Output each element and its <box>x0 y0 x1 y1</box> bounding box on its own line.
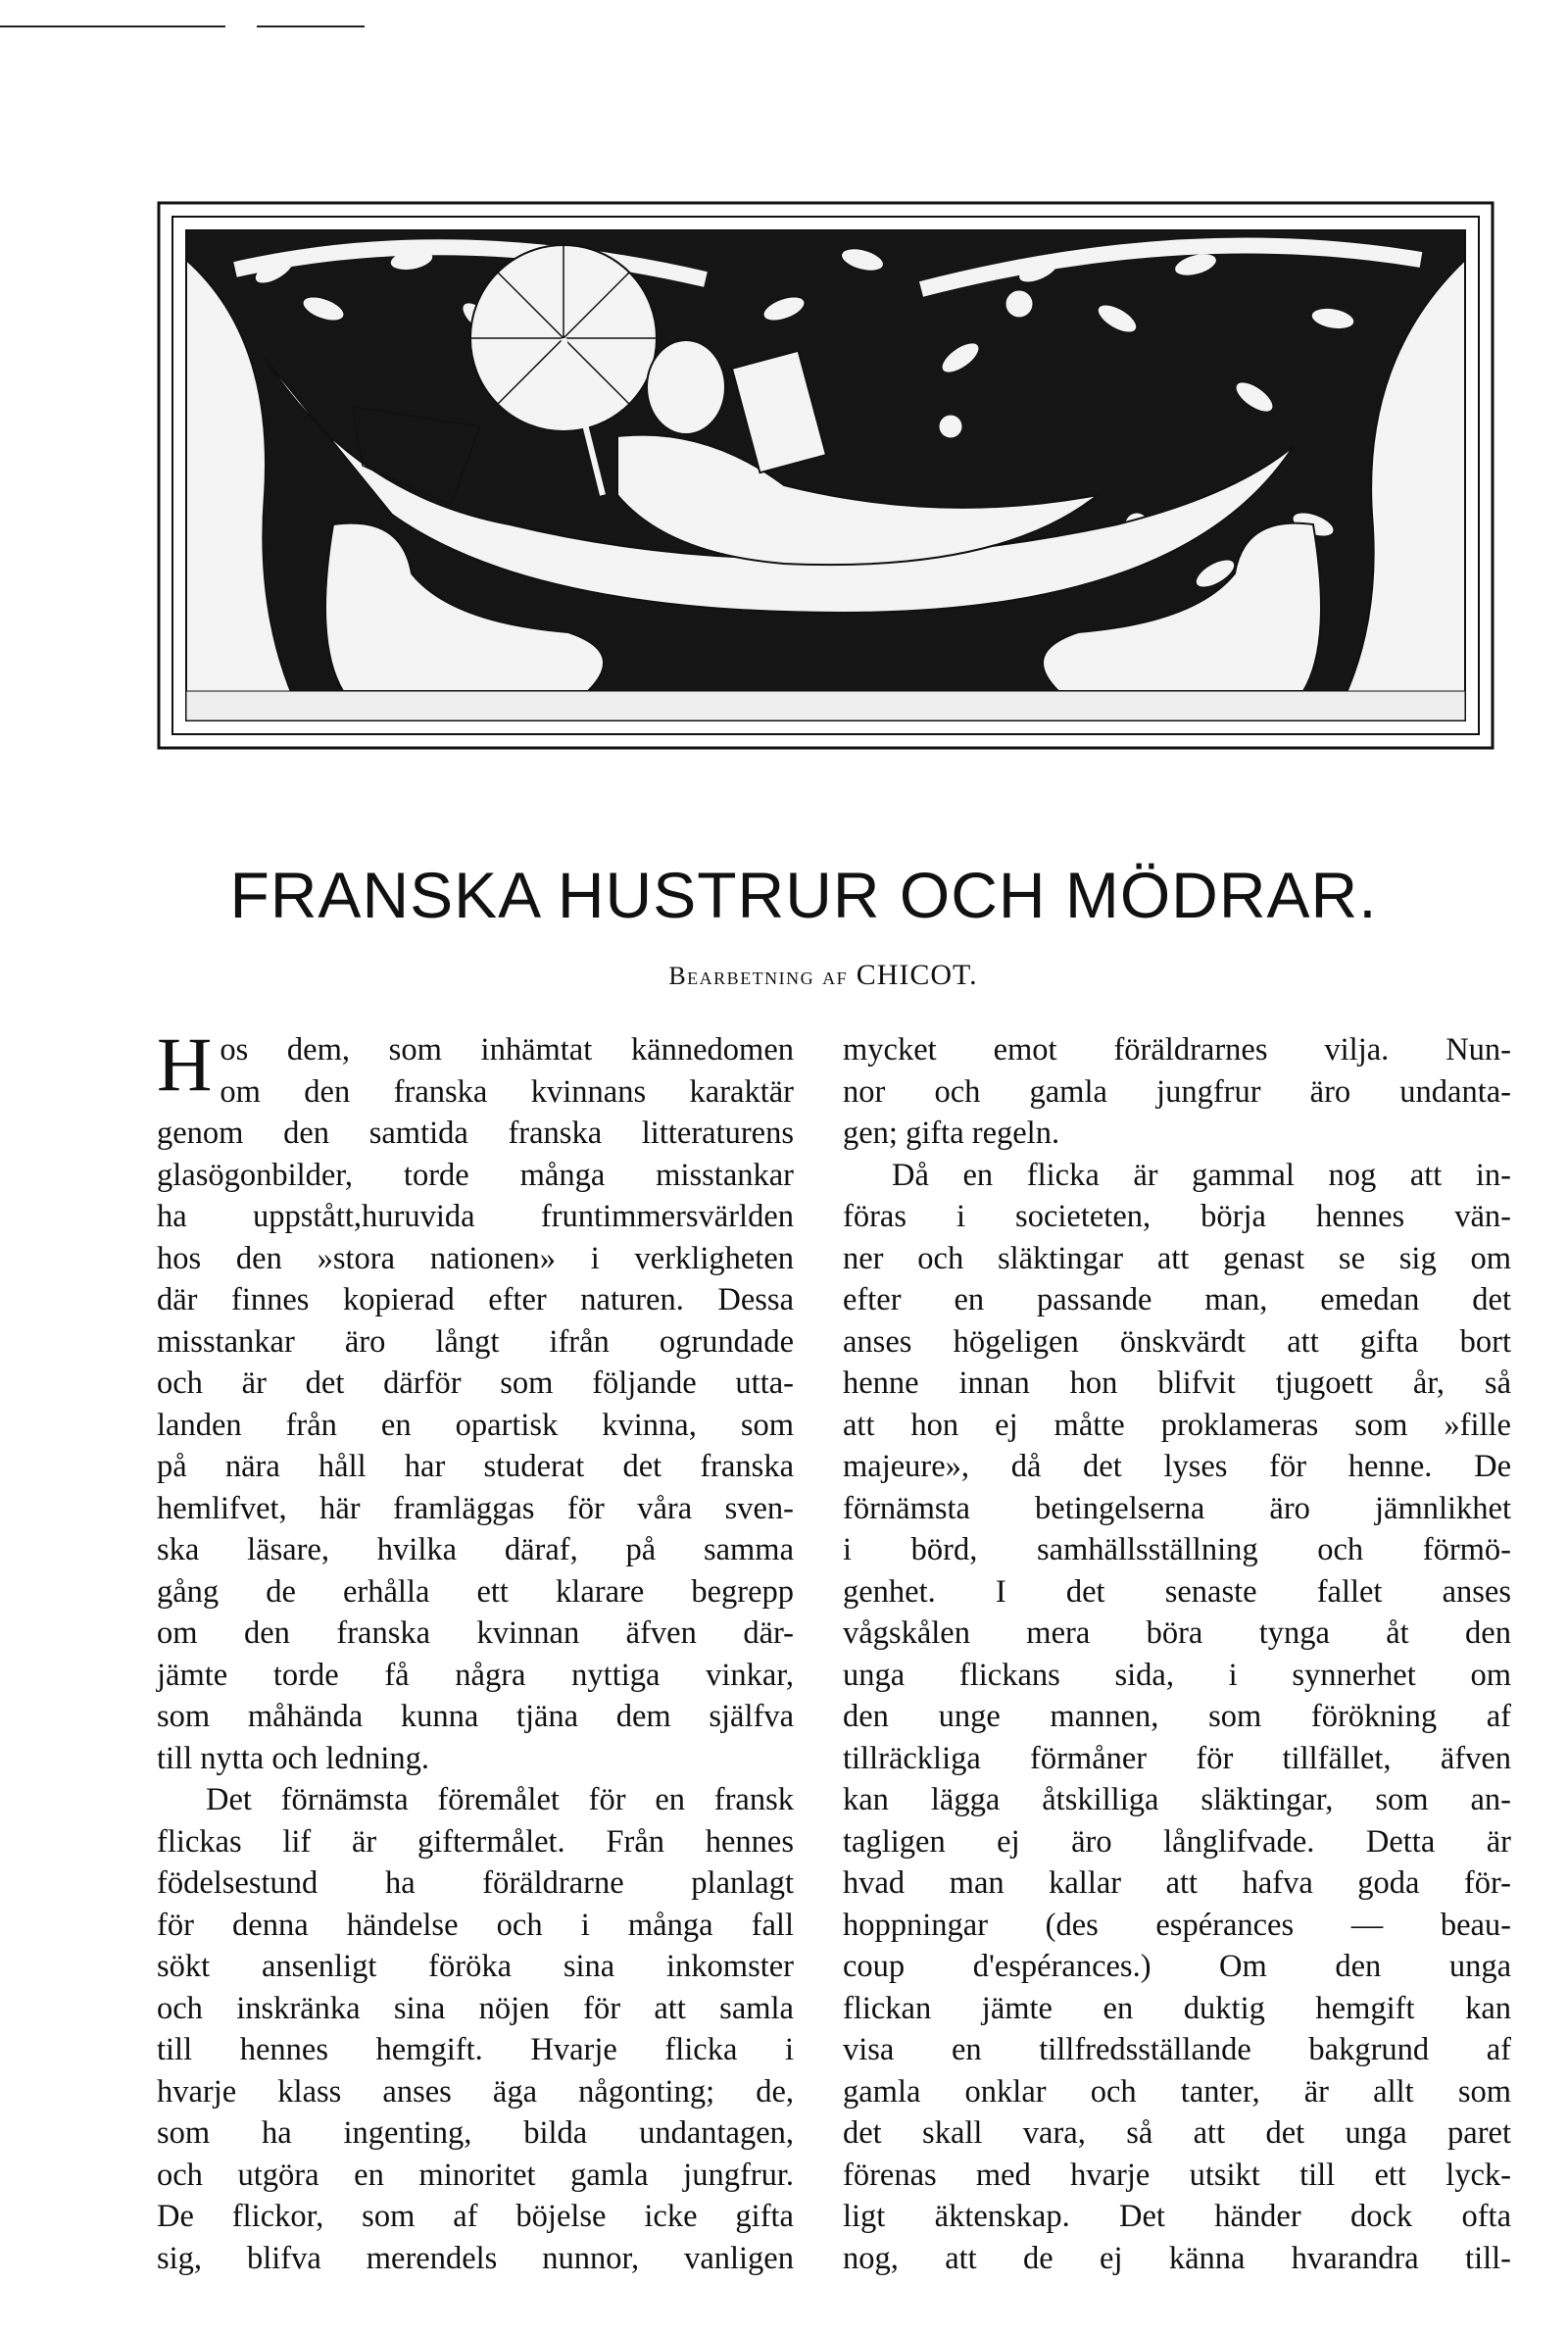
byline-author: CHICOT. <box>856 959 978 991</box>
text-line: det skall vara, så att det unga paret <box>843 2115 1511 2151</box>
top-rule-right <box>257 25 365 27</box>
text-line: om den franska kvinnan äfven där- <box>157 1615 794 1651</box>
text-line: ha uppstått,huruvida fruntimmersvärlden <box>157 1199 794 1234</box>
text-line: gamla onklar och tanter, är allt som <box>843 2073 1511 2110</box>
text-line: flickas lif är giftermålet. Från hennes <box>157 1823 794 1860</box>
text-line: nog, att de ej känna hvarandra till- <box>843 2240 1511 2276</box>
text-line: genhet. I det senaste fallet anses <box>843 1573 1511 1610</box>
text-line: gång de erhålla ett klarare begrepp <box>157 1573 794 1610</box>
text-line: hoppningar (des espérances — beau- <box>843 1907 1511 1943</box>
text-line: Det förnämsta föremålet för en fransk <box>206 1782 794 1817</box>
text-line: där finnes kopierad efter naturen. Dessa <box>157 1282 794 1317</box>
text-line: jämte torde få några nyttiga vinkar, <box>157 1657 794 1693</box>
text-line: vågskålen mera böra tynga åt den <box>843 1615 1511 1651</box>
text-line: förenas med hvarje utsikt till ett lyck- <box>843 2157 1511 2193</box>
text-line: föras i societeten, börja hennes vän- <box>843 1199 1511 1234</box>
text-line: i börd, samhällsställning och förmö- <box>843 1532 1511 1567</box>
text-line: tagligen ej äro långlifvade. Detta är <box>843 1823 1511 1860</box>
text-line: majeure», då det lyses för henne. De <box>843 1449 1511 1484</box>
text-line: och inskränka sina nöjen för att samla <box>157 1990 794 2026</box>
text-line: os dem, som inhämtat kännedomen <box>220 1032 794 1068</box>
text-line: gen; gifta regeln. <box>843 1116 1060 1151</box>
byline <box>39 959 1568 992</box>
text-line: till hennes hemgift. Hvarje flicka i <box>157 2032 794 2067</box>
text-line: och utgöra en minoritet gamla jungfrur. <box>157 2157 794 2193</box>
text-line: hos den »stora nationen» i verkligheten <box>157 1240 794 1276</box>
text-line: anses högeligen önskvärdt att gifta bort <box>843 1323 1511 1360</box>
text-line: kan lägga åtskilliga släktingar, som an- <box>843 1782 1511 1817</box>
text-line: om den franska kvinnans karaktär <box>220 1073 794 1110</box>
text-line: efter en passande man, emedan det <box>843 1282 1511 1317</box>
text-line: visa en tillfredsställande bakgrund af <box>843 2032 1511 2067</box>
article-title: FRANSKA HUSTRUR OCH MÖDRAR. <box>229 859 1378 931</box>
text-line: landen från en opartisk kvinna, som <box>157 1407 794 1443</box>
text-line: ner och släktingar att genast se sig om <box>843 1240 1511 1276</box>
text-line: ska läsare, hvilka däraf, på samma <box>157 1532 794 1567</box>
text-line: att hon ej måtte proklameras som »fille <box>843 1407 1511 1443</box>
hammock-reader-illustration-icon <box>157 201 1494 750</box>
text-line: Då en flicka är gammal nog att in- <box>892 1157 1511 1193</box>
text-line: nor och gamla jungfrur äro undanta- <box>843 1073 1511 1110</box>
text-line: De flickor, som af böjelse icke gifta <box>157 2199 794 2234</box>
text-line: flickan jämte en duktig hemgift kan <box>843 1990 1511 2026</box>
text-line: födelsestund ha föräldrarne planlagt <box>157 1865 794 1901</box>
text-line: henne innan hon blifvit tjugoett år, så <box>843 1366 1511 1401</box>
text-line: hvarje klass anses äga någonting; de, <box>157 2073 794 2110</box>
text-line: misstankar äro långt ifrån ogrundade <box>157 1323 794 1360</box>
drop-cap: H <box>157 1021 213 1107</box>
text-line: som ha ingenting, bilda undantagen, <box>157 2115 794 2151</box>
text-line: hemlifvet, här framläggas för våra sven- <box>157 1490 794 1526</box>
text-line: förnämsta betingelserna äro jämnlikhet <box>843 1490 1511 1526</box>
text-line: ligt äktenskap. Det händer dock ofta <box>843 2199 1511 2234</box>
right-column <box>843 1029 1511 2279</box>
text-line: glasögonbilder, torde många misstankar <box>157 1157 794 1193</box>
text-line: på nära håll har studerat det franska <box>157 1449 794 1484</box>
text-line: och är det därför som följande utta- <box>157 1366 794 1401</box>
left-column <box>157 1021 794 2279</box>
text-line: coup d'espérances.) Om den unga <box>843 1949 1511 1984</box>
text-line: genom den samtida franska litteraturens <box>157 1116 794 1151</box>
text-line: mycket emot föräldrarnes vilja. Nun- <box>843 1032 1511 1068</box>
header-illustration <box>157 201 1494 750</box>
text-line: unga flickans sida, i synnerhet om <box>843 1657 1511 1693</box>
text-line: för denna händelse och i många fall <box>157 1907 794 1943</box>
text-line: till nytta och ledning. <box>157 1740 430 1776</box>
text-line: sökt ansenligt föröka sina inkomster <box>157 1949 794 1984</box>
text-line: hvad man kallar att hafva goda för- <box>843 1865 1511 1901</box>
text-line: sig, blifva merendels nunnor, vanligen <box>157 2240 794 2276</box>
text-line: som måhända kunna tjäna dem själfva <box>157 1699 794 1734</box>
top-rule-left <box>0 25 225 27</box>
text-line: tillräckliga förmåner för tillfället, äfven <box>843 1740 1511 1776</box>
byline-prefix: Bearbetning af <box>668 962 849 990</box>
text-line: den unge mannen, som förökning af <box>843 1699 1511 1734</box>
